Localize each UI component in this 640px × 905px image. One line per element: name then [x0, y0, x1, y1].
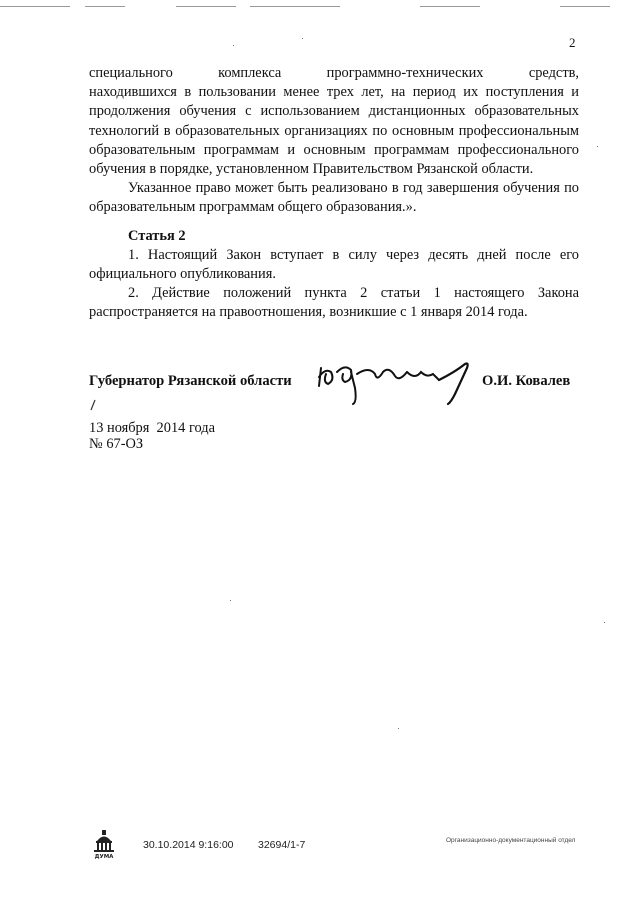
article-2-heading: Статья 2 [128, 227, 186, 244]
signature-block [89, 360, 589, 410]
scan-top-border [0, 6, 640, 8]
scan-speck [597, 146, 598, 147]
law-date: 13 ноября 2014 года [89, 420, 215, 436]
page-number: 2 [569, 35, 576, 50]
article-2-item-1: 1. Настоящий Закон вступает в силу через десять дней после его официального опубликования. [89, 246, 579, 283]
governor-title: Губернатор Рязанской области [89, 373, 292, 389]
paragraph-1-line-1: специального комплекса программно-технических средств, [89, 65, 579, 81]
svg-text:ДУМА: ДУМА [94, 854, 114, 859]
registration-date: 30.10.2014 9:16:00 [143, 839, 234, 851]
scan-speck [302, 38, 303, 39]
article-2-item-2: 2. Действие положений пункта 2 статьи 1 настоящего Закона распространяется на правоотношения, возникшие с 1 января 2014 года. [89, 285, 579, 321]
scan-speck [230, 600, 231, 601]
pen-mark [88, 399, 98, 411]
duma-logo-icon [92, 829, 116, 859]
scan-speck [398, 728, 399, 729]
law-date-number [89, 420, 215, 452]
scan-speck [604, 622, 605, 623]
paragraph-2: Указанное право может быть реализовано в год завершения обучения по образовательным программам общего образования.». [89, 180, 579, 216]
scan-speck [233, 45, 234, 46]
document-body [89, 64, 579, 323]
paragraph-1-rest: находившихся в пользовании менее трех лет, на период их поступления и продолжения обучения с использованием дистанционных образовательных технологий в образовательных организациях по основным профессиональным образовательным программам и основным программам профессионального обучения в порядке, установленном Правительством Рязанской области. [89, 84, 579, 178]
registration-number: 32694/1-7 [258, 839, 306, 851]
handwritten-signature [315, 358, 485, 408]
law-number: № 67-ОЗ [89, 436, 144, 452]
department-label: Организационно-документационный отдел [446, 837, 576, 844]
governor-name: О.И. Ковалев [482, 373, 571, 389]
